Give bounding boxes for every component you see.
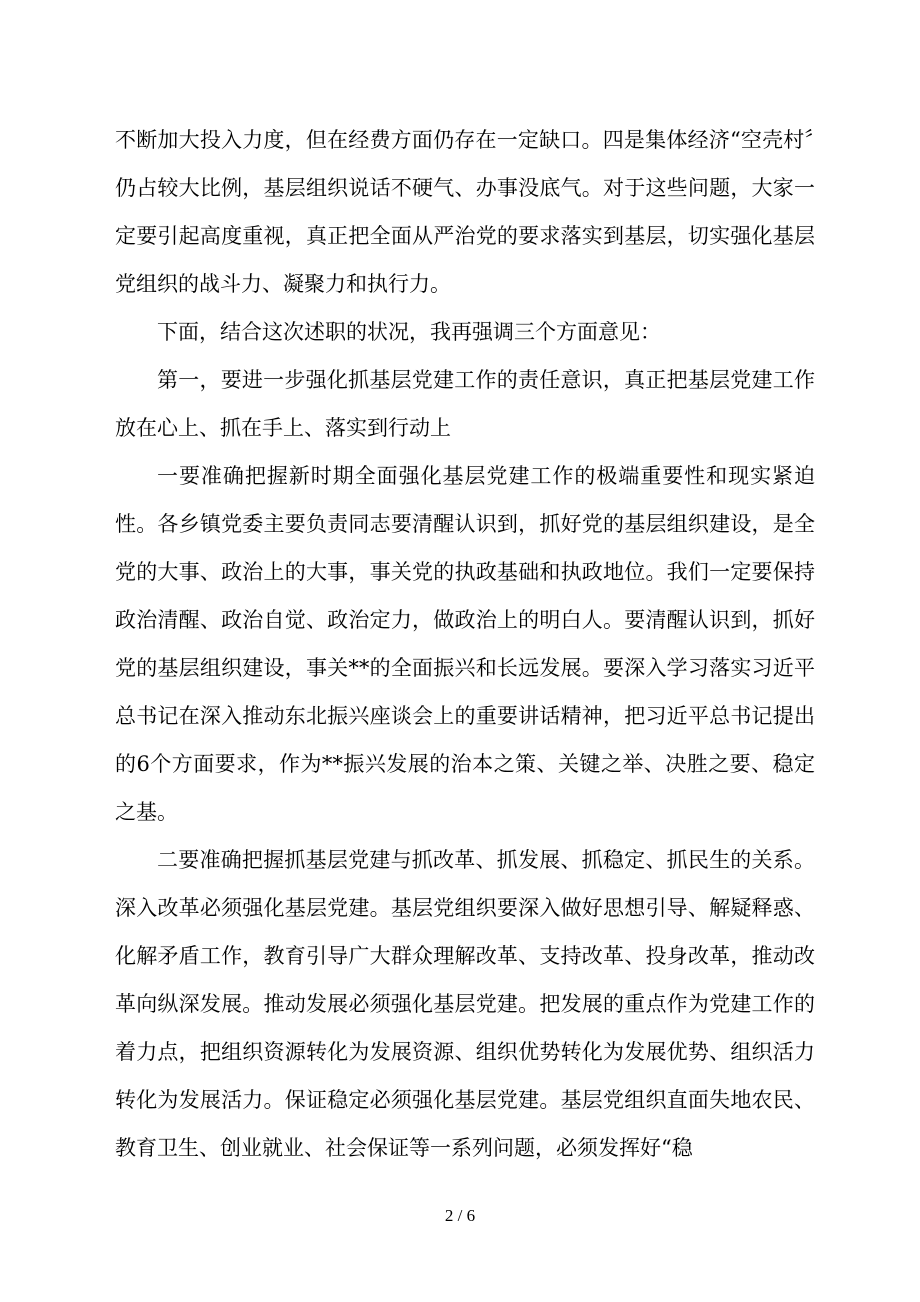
section-heading-first: 第一，要进一步强化抓基层党建工作的责任意识，真正把基层党建工作放在心上、抓在手上、落实到行动上: [115, 368, 815, 440]
document-body: [115, 116, 815, 1172]
page-number: 2 / 6: [444, 1206, 476, 1225]
paragraph-point-two: 二要准确把握抓基层党建与抓改革、抓发展、抓稳定、抓民生的关系。深入改革必须强化基层党建。基层党组织要深入做好思想引导、解疑释惑、化解矛盾工作，教育引导广大群众理解改革、支持改革、投身改革，推动改革向纵深发展。推动发展必须强化基层党建。把发展的重点作为党建工作的着力点，把组织资源转化为发展资源、组织优势转化为发展优势、组织活力转化为发展活力。保证稳定必须强化基层党建。基层党组织直面失地农民、教育卫生、创业就业、社会保证等一系列问题，必须发挥好“稳: [115, 848, 815, 1160]
paragraph-intro: 下面，结合这次述职的状况，我再强调三个方面意见：: [157, 320, 661, 344]
paragraph-continued: 不断加大投入力度，但在经费方面仍存在一定缺口。四是集体经济“空壳村〞仍占较大比例，基层组织说话不硬气、办事没底气。对于这些问题，大家一定要引起高度重视，真正把全面从严治党的要求落实到基层，切实强化基层党组织的战斗力、凝聚力和执行力。: [115, 128, 815, 296]
paragraph-point-one: 一要准确把握新时期全面强化基层党建工作的极端重要性和现实紧迫性。各乡镇党委主要负责同志要清醒认识到，抓好党的基层组织建设，是全党的大事、政治上的大事，事关党的执政基础和执政地位。我们一定要保持政治清醒、政治自觉、政治定力，做政治上的明白人。要清醒认识到，抓好党的基层组织建设，事关**的全面振兴和长远发展。要深入学习落实习近平总书记在深入推动东北振兴座谈会上的重要讲话精神，把习近平总书记提出的6个方面要求，作为**振兴发展的治本之策、关键之举、决胜之要、稳定之基。: [115, 464, 815, 824]
